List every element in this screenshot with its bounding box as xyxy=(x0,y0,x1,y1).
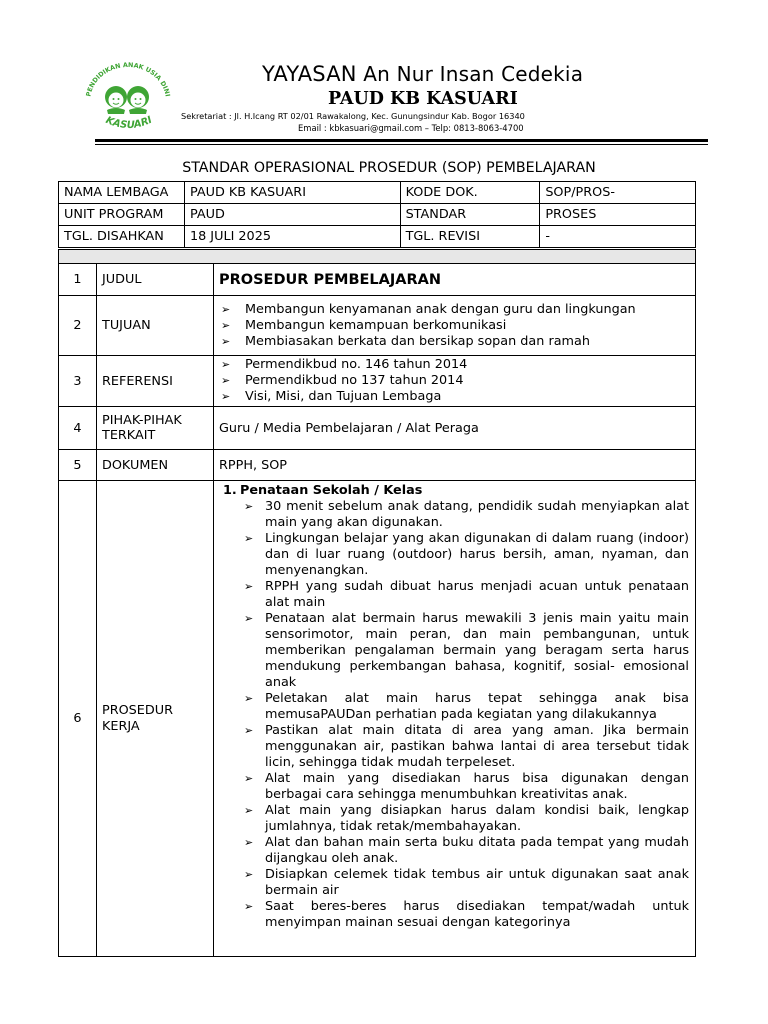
separator-row xyxy=(59,250,696,264)
row-label: PIHAK-PIHAK TERKAIT xyxy=(97,407,214,450)
list-item: ➢ Disiapkan celemek tidak tembus air untuk digunakan saat anak bermain air xyxy=(244,867,689,898)
meta-value: PAUD KB KASUARI xyxy=(184,182,400,204)
list-item: ➢ Penataan alat bermain harus mewakili 3 jenis main yaitu main sensorimotor, main peran, dan main pembangunan, untuk memberikan pengalaman bermain yang beragam serta harus mendukung perkembangan bahasa, kognitif, sosial- emosional anak xyxy=(244,611,689,690)
foundation-name: An Nur Insan Cedekia xyxy=(363,62,584,86)
row-number: 2 xyxy=(59,296,97,356)
meta-label: UNIT PROGRAM xyxy=(59,204,185,226)
row-value-judul: PROSEDUR PEMBELAJARAN xyxy=(214,264,696,296)
sop-table xyxy=(58,249,696,957)
meta-row xyxy=(59,204,696,226)
meta-row xyxy=(59,182,696,204)
arrow-bullet-icon: ➢ xyxy=(244,500,254,513)
svg-text:PENDIDIKAN ANAK USIA DINI xyxy=(84,61,171,97)
row-value-tujuan xyxy=(214,296,696,356)
list-item: ➢ Alat dan bahan main serta buku ditata pada tempat yang mudah dijangkau oleh anak. xyxy=(244,835,689,866)
list-item: ➢ Alat main yang disiapkan harus dalam kondisi baik, lengkap jumlahnya, tidak retak/membahayakan. xyxy=(244,803,689,834)
arrow-bullet-icon: ➢ xyxy=(221,390,231,403)
header-rule-thick xyxy=(95,139,708,142)
meta-label: NAMA LEMBAGA xyxy=(59,182,185,204)
list-item: ➢ Pastikan alat main ditata di area yang aman. Jika bermain menggunakan air, pastikan bahwa lantai di area tersebut tidak licin, sehingga tidak mudah terpeleset. xyxy=(244,723,689,770)
meta-table xyxy=(58,181,696,248)
row-pihak xyxy=(59,407,696,450)
list-item: ➢ Peletakan alat main harus tepat sehingga anak bisa memusaPAUDan perhatian pada kegiatan yang dilakukannya xyxy=(244,691,689,722)
row-label: TUJUAN xyxy=(97,296,214,356)
row-number: 5 xyxy=(59,450,97,481)
address: Sekretariat : Jl. H.Icang RT 02/01 Rawakalong, Kec. Gunungsindur Kab. Bogor 16340 xyxy=(181,111,525,121)
foundation-prefix: YAYASAN xyxy=(262,62,357,86)
list-item: ➢ 30 menit sebelum anak datang, pendidik sudah menyiapkan alat main yang akan digunakan. xyxy=(244,499,689,530)
row-tujuan xyxy=(59,296,696,356)
row-label: DOKUMEN xyxy=(97,450,214,481)
procedure-list xyxy=(219,499,689,931)
arrow-bullet-icon: ➢ xyxy=(221,358,231,371)
arrow-bullet-icon: ➢ xyxy=(221,302,231,316)
svg-text:KASUARI xyxy=(104,115,154,132)
document-title: STANDAR OPERASIONAL PROSEDUR (SOP) PEMBELAJARAN xyxy=(182,160,596,176)
meta-label: TGL. REVISI xyxy=(400,226,540,248)
list-item: ➢ Visi, Misi, dan Tujuan Lembaga xyxy=(221,389,442,404)
meta-value: PAUD xyxy=(184,204,400,226)
logo-top-text: PENDIDIKAN ANAK USIA DINI xyxy=(84,60,172,98)
arrow-bullet-icon: ➢ xyxy=(244,532,254,545)
arrow-bullet-icon: ➢ xyxy=(244,868,254,881)
row-prosedur xyxy=(59,481,696,957)
meta-row xyxy=(59,226,696,248)
row-value-referensi xyxy=(214,356,696,407)
list-item: ➢ Permendikbud no. 146 tahun 2014 xyxy=(221,357,468,372)
arrow-bullet-icon: ➢ xyxy=(244,804,254,817)
arrow-bullet-icon: ➢ xyxy=(221,334,231,348)
arrow-bullet-icon: ➢ xyxy=(244,580,254,593)
list-item: ➢ RPPH yang sudah dibuat harus menjadi acuan untuk penataan alat main xyxy=(244,579,689,610)
row-referensi xyxy=(59,356,696,407)
row-dokumen xyxy=(59,450,696,481)
meta-value: - xyxy=(540,226,696,248)
list-item: ➢ Alat main yang disediakan harus bisa digunakan dengan berbagai cara sehingga menumbuhkan kreativitas anak. xyxy=(244,771,689,802)
row-number: 1 xyxy=(59,264,97,296)
list-item: ➢ Membangun kenyamanan anak dengan guru dan lingkungan xyxy=(221,301,636,317)
meta-label: KODE DOK. xyxy=(400,182,540,204)
row-number: 6 xyxy=(59,481,97,957)
row-number: 4 xyxy=(59,407,97,450)
row-label: REFERENSI xyxy=(97,356,214,407)
meta-value: PROSES xyxy=(540,204,696,226)
arrow-bullet-icon: ➢ xyxy=(244,836,254,849)
arrow-bullet-icon: ➢ xyxy=(244,724,254,737)
row-value-prosedur xyxy=(214,481,696,957)
contact-info: Email : kbkasuari@gmail.com – Telp: 0813-8063-4700 xyxy=(298,123,524,133)
meta-label: STANDAR xyxy=(400,204,540,226)
arrow-bullet-icon: ➢ xyxy=(221,374,231,387)
list-item: ➢ Saat beres-beres harus disediakan tempat/wadah untuk menyimpan mainan sesuai dengan kategorinya xyxy=(244,899,689,930)
row-label: PROSEDUR KERJA xyxy=(97,481,214,957)
foundation-title xyxy=(262,62,583,86)
row-value-pihak: Guru / Media Pembelajaran / Alat Peraga xyxy=(214,407,696,450)
row-number: 3 xyxy=(59,356,97,407)
school-name: PAUD KB KASUARI xyxy=(328,89,518,109)
kasuari-logo xyxy=(76,57,180,137)
meta-label: TGL. DISAHKAN xyxy=(59,226,185,248)
arrow-bullet-icon: ➢ xyxy=(221,318,231,332)
list-item: ➢ Membangun kemampuan berkomunikasi xyxy=(221,317,507,333)
arrow-bullet-icon: ➢ xyxy=(244,612,254,625)
arrow-bullet-icon: ➢ xyxy=(244,692,254,705)
meta-value: 18 JULI 2025 xyxy=(184,226,400,248)
section-heading: 1. Penataan Sekolah / Kelas xyxy=(223,483,423,498)
list-item: ➢ Lingkungan belajar yang akan digunakan di dalam ruang (indoor) dan di luar ruang (outdoor) harus bersih, aman, nyaman, dan menyenangkan. xyxy=(244,531,689,578)
row-label: JUDUL xyxy=(97,264,214,296)
logo-bottom-text: KASUARI xyxy=(103,114,154,132)
header-rule-thin xyxy=(95,144,708,145)
list-item: ➢ Permendikbud no 137 tahun 2014 xyxy=(221,373,464,388)
arrow-bullet-icon: ➢ xyxy=(244,772,254,785)
meta-value: SOP/PROS- xyxy=(540,182,696,204)
row-judul xyxy=(59,264,696,296)
arrow-bullet-icon: ➢ xyxy=(244,900,254,913)
row-value-dokumen: RPPH, SOP xyxy=(214,450,696,481)
list-item: ➢ Membiasakan berkata dan bersikap sopan dan ramah xyxy=(221,333,590,349)
